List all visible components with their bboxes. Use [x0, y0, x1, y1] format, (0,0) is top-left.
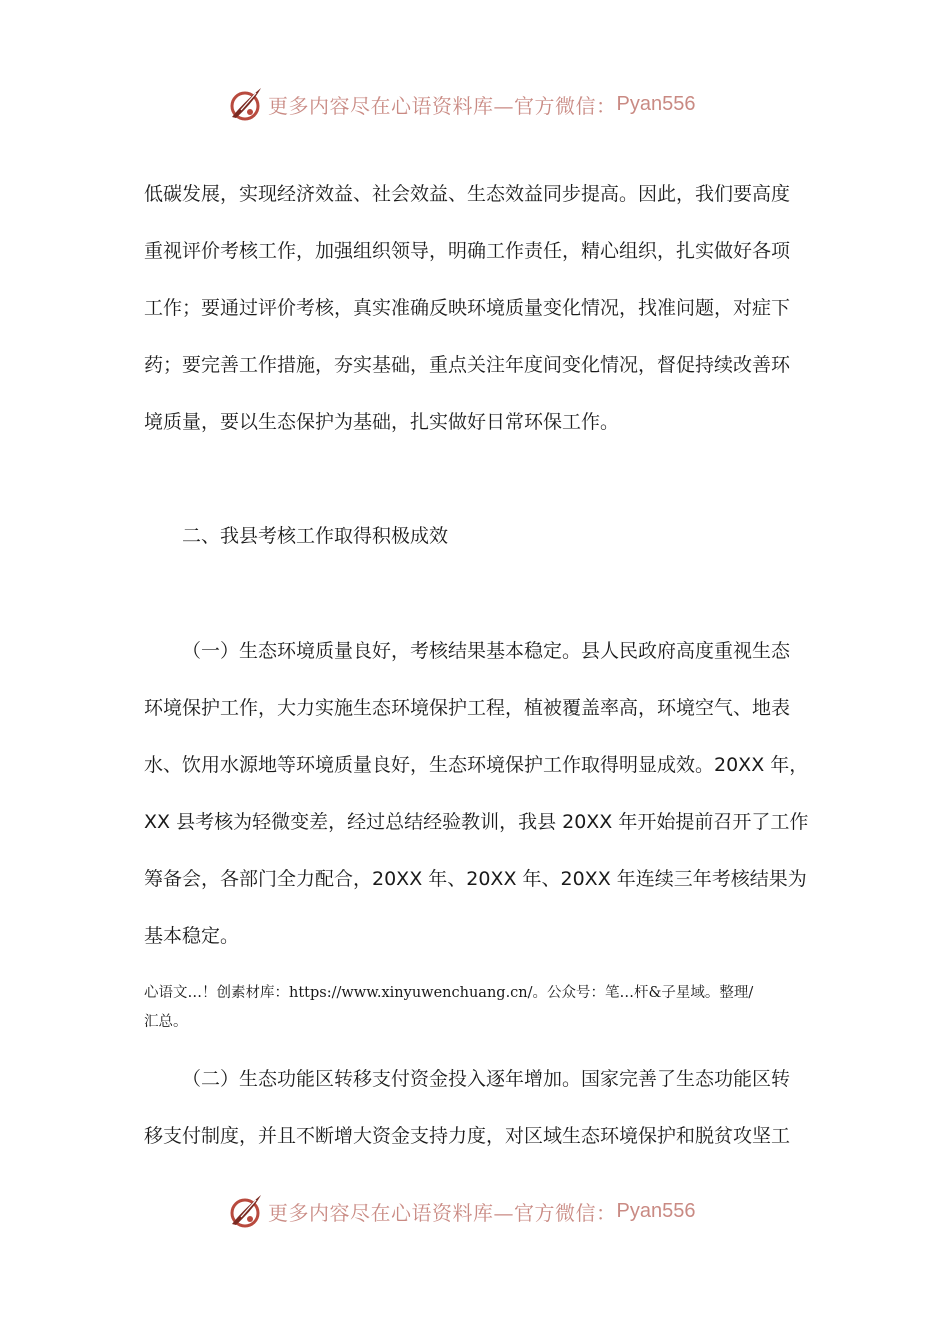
section-heading: 二、我县考核工作取得积极成效	[182, 525, 449, 547]
paragraph-line: （二）生态功能区转移支付资金投入逐年增加。国家完善了生态功能区转	[182, 1068, 791, 1090]
paragraph-line: 境质量，要以生态保护为基础，扎实做好日常环保工作。	[144, 411, 620, 433]
quill-logo-icon	[226, 85, 264, 123]
source-note: 心语文…！创素材库：https://www.xinyuwenchuang.cn/。公众号：笔…杆&子星域。整理/	[144, 985, 754, 1001]
paragraph-line: 重视评价考核工作，加强组织领导，明确工作责任，精心组织，扎实做好各项	[144, 240, 791, 262]
banner-wechat-id: Pyan556	[616, 92, 696, 115]
paragraph-line: 低碳发展，实现经济效益、社会效益、生态效益同步提高。因此，我们要高度	[144, 183, 791, 205]
paragraph-line: （一）生态环境质量良好，考核结果基本稳定。县人民政府高度重视生态	[182, 640, 791, 662]
header-banner	[226, 84, 695, 124]
paragraph-line: 筹备会，各部门全力配合，20XX 年、20XX 年、20XX 年连续三年考核结果为	[144, 868, 807, 890]
paragraph-line: 基本稳定。	[144, 925, 240, 947]
paragraph-line: 工作；要通过评价考核，真实准确反映环境质量变化情况，找准问题，对症下	[144, 297, 791, 319]
paragraph-line: 移支付制度，并且不断增大资金支持力度，对区域生态环境保护和脱贫攻坚工	[144, 1125, 791, 1147]
paragraph-line: XX 县考核为轻微变差，经过总结经验教训，我县 20XX 年开始提前召开了工作	[144, 811, 809, 833]
paragraph-line: 环境保护工作，大力实施生态环境保护工程，植被覆盖率高，环境空气、地表	[144, 697, 791, 719]
banner-text: 更多内容尽在心语资料库—官方微信：	[268, 1200, 617, 1225]
banner-wechat-id: Pyan556	[616, 1199, 696, 1222]
banner-text: 更多内容尽在心语资料库—官方微信：	[268, 93, 617, 118]
paragraph-line: 水、饮用水源地等环境质量良好，生态环境保护工作取得明显成效。20XX 年，	[144, 754, 809, 776]
paragraph-line: 药；要完善工作措施，夯实基础，重点关注年度间变化情况，督促持续改善环	[144, 354, 791, 376]
footer-banner	[226, 1191, 695, 1231]
source-note: 汇总。	[144, 1014, 188, 1030]
quill-logo-icon	[226, 1192, 264, 1230]
